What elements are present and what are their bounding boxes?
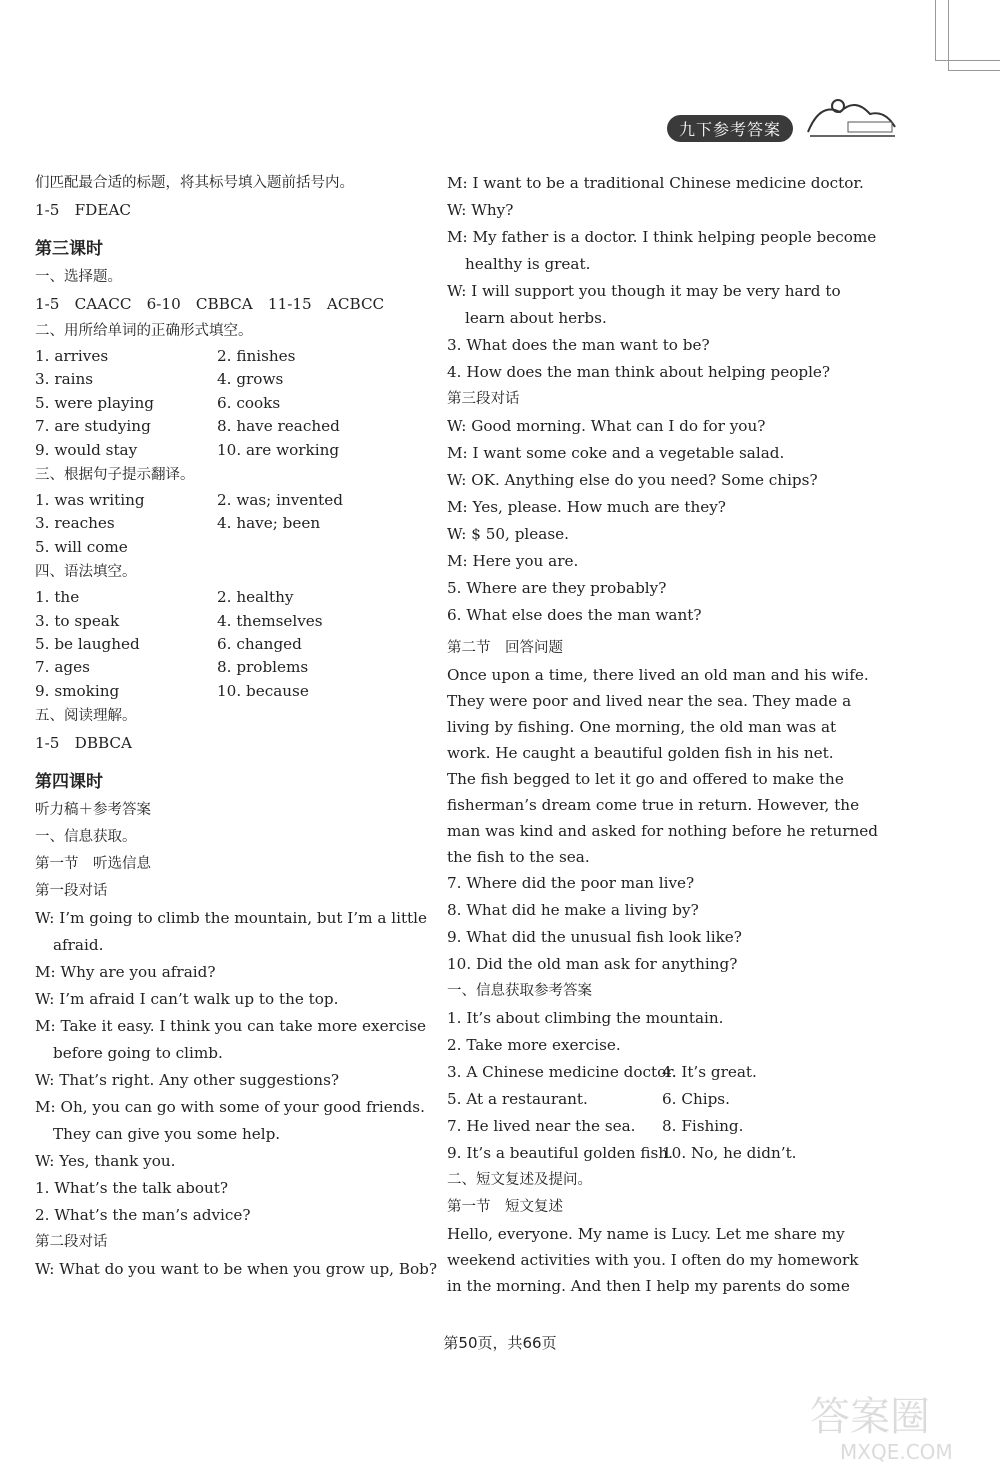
question-line: 10. Did the old man ask for anything? bbox=[447, 955, 738, 973]
answer-item: 5. At a restaurant. bbox=[447, 1090, 588, 1108]
answer-item: 10. are working bbox=[217, 440, 340, 459]
answer-item: 8. have reached bbox=[217, 417, 340, 436]
dialog-line: W: I will support you though it may be very hard to bbox=[447, 282, 841, 300]
intro-answer: 1-5 FDEAC bbox=[35, 201, 132, 219]
answer-item: 2. healthy bbox=[217, 588, 294, 607]
answer-item: 4. It’s great. bbox=[662, 1063, 757, 1081]
question-line: 3. What does the man want to be? bbox=[447, 336, 710, 354]
question-line: 1. What’s the talk about? bbox=[35, 1179, 229, 1198]
dialog-line: W: Yes, thank you. bbox=[35, 1152, 176, 1171]
dialog-line: M: I want to be a traditional Chinese medicine doctor. bbox=[447, 174, 864, 192]
answer-grid bbox=[447, 1059, 829, 1167]
story-line: weekend activities with you. I often do my homework bbox=[447, 1251, 859, 1269]
dialog-title: 第三段对话 bbox=[447, 391, 520, 407]
question-line: 4. How does the man think about helping people? bbox=[447, 363, 831, 381]
dialog-line: M: My father is a doctor. I think helping people become bbox=[447, 228, 877, 246]
answer-grid bbox=[35, 489, 420, 559]
question-line: 5. Where are they probably? bbox=[447, 579, 667, 597]
answer-item: 7. ages bbox=[35, 658, 90, 677]
answer-item: 9. would stay bbox=[35, 440, 138, 459]
answer-item: 3. A Chinese medicine doctor. bbox=[447, 1063, 677, 1081]
question-line: 7. Where did the poor man live? bbox=[447, 874, 695, 892]
story-line: work. He caught a beautiful golden fish in his net. bbox=[447, 744, 834, 762]
story-line: fisherman’s dream come true in return. However, the bbox=[447, 796, 860, 814]
dialog-line: W: Why? bbox=[447, 201, 514, 219]
dialog-title: 第二段对话 bbox=[35, 1234, 108, 1251]
dialog-line: M: Oh, you can go with some of your good friends. bbox=[35, 1098, 425, 1117]
dialog-title: 第一段对话 bbox=[35, 883, 108, 900]
answer-item: 8. Fishing. bbox=[662, 1117, 744, 1135]
section-title: 二、短文复述及提问。 bbox=[447, 1172, 592, 1188]
dialog-line: before going to climb. bbox=[53, 1044, 223, 1063]
answer-line: 1-5 DBBCA bbox=[35, 734, 133, 753]
section-title: 五、阅读理解。 bbox=[35, 708, 137, 725]
dialog-line: W: $ 50, please. bbox=[447, 525, 569, 543]
answer-grid bbox=[35, 586, 420, 703]
watermark-logo-icon bbox=[800, 1385, 990, 1465]
intro-line: 们匹配最合适的标题，将其标号填入题前括号内。 bbox=[35, 175, 354, 191]
lesson4-title: 第四课时 bbox=[35, 772, 103, 793]
answer-item: 2. finishes bbox=[217, 347, 296, 365]
left-column bbox=[35, 170, 438, 1283]
answer-item: 9. smoking bbox=[35, 681, 120, 700]
dialog-line: W: I’m going to climb the mountain, but I’m a little bbox=[35, 909, 427, 928]
answer-item: 10. because bbox=[217, 681, 309, 700]
answer-item: 3. to speak bbox=[35, 611, 120, 630]
answer-item: 7. are studying bbox=[35, 417, 151, 436]
answer-item: 1. was writing bbox=[35, 490, 145, 509]
answer-item: 3. rains bbox=[35, 370, 94, 389]
answer-item: 4. have; been bbox=[217, 514, 321, 533]
answer-item: 9. It’s a beautiful golden fish. bbox=[447, 1144, 673, 1162]
answer-item: 3. reaches bbox=[35, 514, 115, 533]
question-line: 9. What did the unusual fish look like? bbox=[447, 928, 742, 946]
answer-grid bbox=[35, 345, 420, 462]
dialog-line: W: I’m afraid I can’t walk up to the top. bbox=[35, 990, 339, 1009]
part-title: 第一节 听选信息 bbox=[35, 856, 151, 873]
section-title: 二、用所给单词的正确形式填空。 bbox=[35, 323, 253, 339]
answer-item: 4. grows bbox=[217, 370, 284, 389]
section-title: 听力稿＋参考答案 bbox=[35, 802, 151, 819]
mascot-logo-icon bbox=[800, 92, 900, 144]
dialog-line: M: Here you are. bbox=[447, 552, 579, 570]
story-line: They were poor and lived near the sea. They made a bbox=[447, 692, 852, 710]
answer-item: 5. were playing bbox=[35, 393, 154, 412]
answer-item: 6. cooks bbox=[217, 393, 281, 412]
dialog-line: W: That’s right. Any other suggestions? bbox=[35, 1071, 340, 1090]
answer-item bbox=[217, 536, 397, 559]
answer-item: 1. arrives bbox=[35, 347, 109, 365]
story-line: man was kind and asked for nothing before he returned bbox=[447, 822, 878, 840]
answer-item: 2. was; invented bbox=[217, 490, 343, 509]
answer-item: 8. problems bbox=[217, 658, 309, 677]
crop-mark bbox=[935, 60, 1000, 61]
watermark-url: MXQE.COM bbox=[840, 1440, 953, 1464]
section-title: 一、信息获取。 bbox=[35, 829, 137, 846]
dialog-line: M: Yes, please. How much are they? bbox=[447, 498, 726, 516]
answer-item: 1. the bbox=[35, 588, 80, 607]
question-line: 8. What did he make a living by? bbox=[447, 901, 699, 919]
crop-mark bbox=[935, 0, 936, 60]
story-line: in the morning. And then I help my parents do some bbox=[447, 1277, 850, 1295]
dialog-line: W: What do you want to be when you grow up, Bob? bbox=[35, 1260, 438, 1279]
section-title: 四、语法填空。 bbox=[35, 564, 137, 581]
answer-item: 6. changed bbox=[217, 634, 302, 653]
answer-item: 7. He lived near the sea. bbox=[447, 1117, 636, 1135]
story-line: The fish begged to let it go and offered to make the bbox=[447, 770, 844, 788]
answer-item: 5. be laughed bbox=[35, 634, 140, 653]
answer-item: 6. Chips. bbox=[662, 1090, 730, 1108]
answer-item: 5. will come bbox=[35, 537, 128, 556]
answer-line: 1. It’s about climbing the mountain. bbox=[447, 1009, 724, 1027]
story-line: living by fishing. One morning, the old man was at bbox=[447, 718, 837, 736]
dialog-line: W: Good morning. What can I do for you? bbox=[447, 417, 766, 435]
story-line: the fish to the sea. bbox=[447, 848, 590, 866]
question-line: 6. What else does the man want? bbox=[447, 606, 702, 624]
section-title: 一、选择题。 bbox=[35, 269, 122, 285]
part-title: 第一节 短文复述 bbox=[447, 1199, 563, 1215]
dialog-line: healthy is great. bbox=[465, 255, 591, 273]
story-line: Once upon a time, there lived an old man and his wife. bbox=[447, 666, 869, 684]
question-line: 2. What’s the man’s advice? bbox=[35, 1206, 251, 1225]
story-line: Hello, everyone. My name is Lucy. Let me share my bbox=[447, 1225, 845, 1243]
lesson3-title: 第三课时 bbox=[35, 239, 103, 259]
answer-item: 4. themselves bbox=[217, 611, 323, 630]
section-title: 三、根据句子提示翻译。 bbox=[35, 466, 195, 483]
dialog-line: afraid. bbox=[53, 936, 104, 955]
dialog-line: They can give you some help. bbox=[53, 1125, 281, 1144]
dialog-line: M: I want some coke and a vegetable salad. bbox=[447, 444, 785, 462]
dialog-line: learn about herbs. bbox=[465, 309, 607, 327]
dialog-line: W: OK. Anything else do you need? Some chips? bbox=[447, 471, 818, 489]
section-title: 一、信息获取参考答案 bbox=[447, 983, 592, 999]
page-number: 第50页，共66页 bbox=[443, 1334, 557, 1352]
dialog-line: M: Why are you afraid? bbox=[35, 963, 216, 982]
crop-mark bbox=[948, 70, 1000, 71]
answer-line: 2. Take more exercise. bbox=[447, 1036, 621, 1054]
dialog-line: M: Take it easy. I think you can take more exercise bbox=[35, 1017, 426, 1036]
part-title: 第二节 回答问题 bbox=[447, 640, 563, 656]
watermark-text: 答案圈 bbox=[810, 1394, 930, 1440]
right-column bbox=[447, 170, 878, 1299]
answer-line: 1-5 CAACC 6-10 CBBCA 11-15 ACBCC bbox=[35, 295, 385, 313]
answer-item: 10. No, he didn’t. bbox=[662, 1144, 797, 1162]
header-badge: 九下参考答案 bbox=[667, 115, 793, 142]
